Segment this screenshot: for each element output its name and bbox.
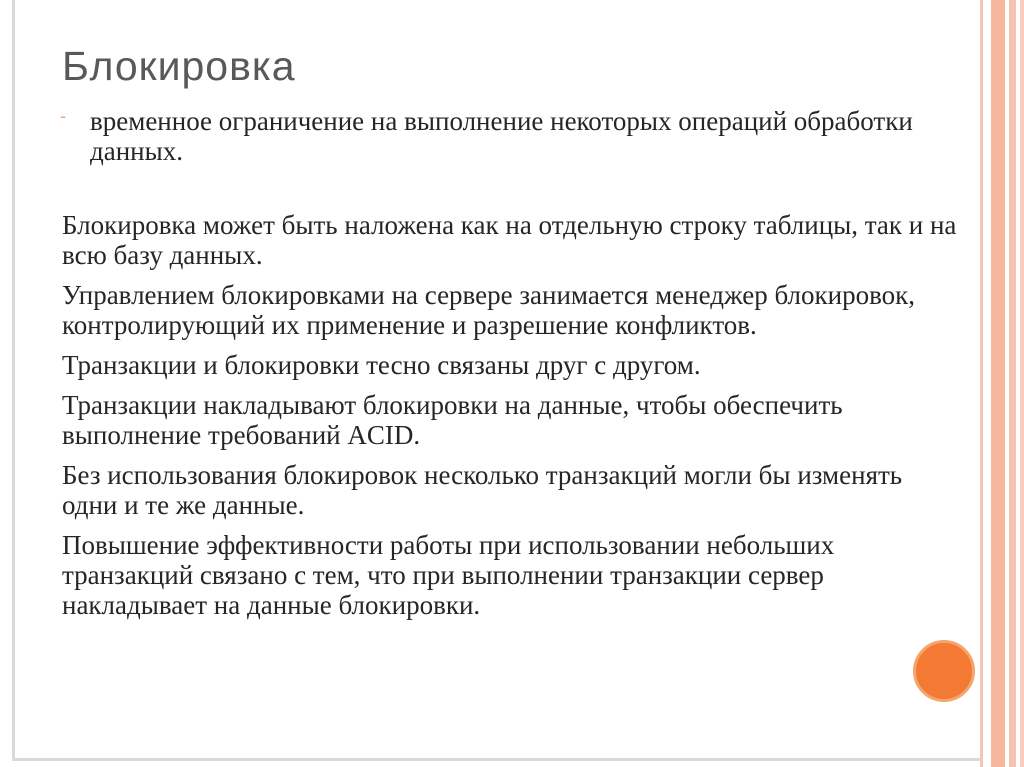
bullet-dash-marker: -: [60, 106, 66, 126]
decorative-circle: [913, 640, 975, 702]
paragraph: Управлением блокировками на сервере занимается менеджер блокировок, контролирующий их применение и разрешение конфликтов.: [62, 280, 916, 340]
paragraph: Повышение эффективности работы при использовании небольших транзакций связано с тем, что при выполнении транзакции сервер накладывает на данные блокировки.: [62, 530, 835, 620]
stripe: [983, 0, 991, 767]
stripe: [1009, 0, 1016, 767]
stripe: [991, 0, 1005, 767]
paragraph: Без использования блокировок несколько транзакций могли бы изменять одни и те же данные.: [62, 460, 903, 520]
paragraph: Транзакции и блокировки тесно связаны друг с другом.: [62, 350, 701, 380]
paragraph: Транзакции накладывают блокировки на данные, чтобы обеспечить выполнение требований ACID.: [62, 390, 843, 450]
paragraph-list: [62, 210, 962, 630]
slide-title: Блокировка: [62, 43, 296, 89]
definition-text: временное ограничение на выполнение некоторых операций обработки данных.: [90, 106, 913, 166]
stripe: [1020, 0, 1024, 767]
decorative-stripes: [980, 0, 1024, 767]
paragraph: Блокировка может быть наложена как на отдельную строку таблицы, так и на всю базу данных.: [62, 210, 957, 270]
